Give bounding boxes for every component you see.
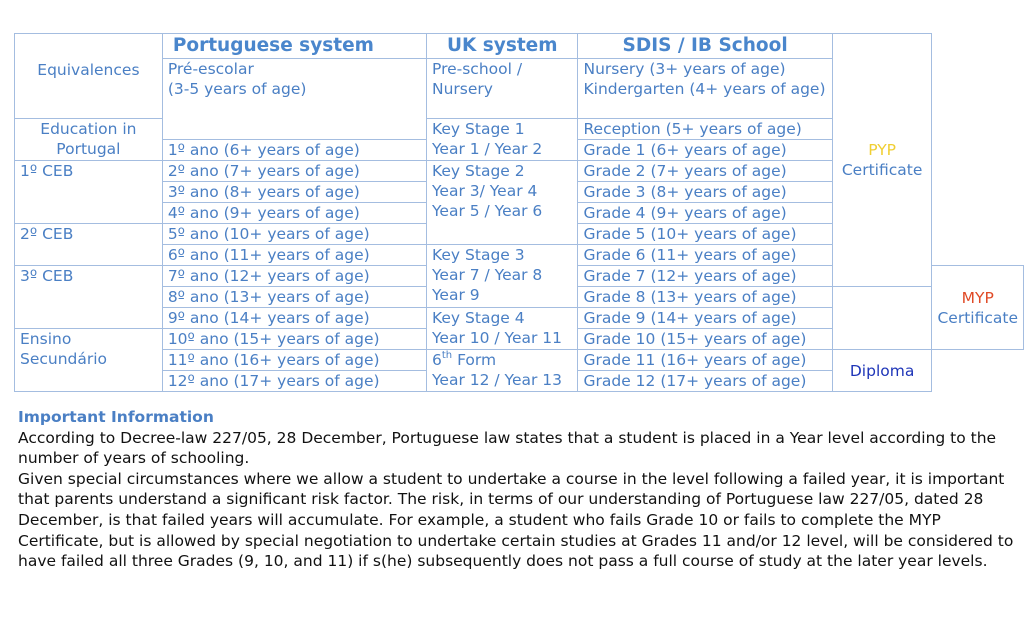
portuguese-preschool-cell — [162, 59, 426, 140]
sdis-reception: Reception (5+ years of age) — [578, 119, 832, 140]
uk-nursery: Nursery — [432, 80, 493, 98]
ceb3-cell — [15, 266, 163, 329]
header-portuguese-system: Portuguese system — [162, 34, 426, 59]
uk-key-stage-4: Key Stage 4 — [432, 309, 525, 327]
myp-certificate-label: Certificate — [937, 308, 1018, 327]
sdis-grade-row: Grade 2 (7+ years of age) — [578, 161, 832, 182]
diploma-cell — [832, 350, 932, 392]
sdis-nursery-cell — [578, 59, 832, 119]
uk-key-stage-3-years-b: Year 9 — [432, 286, 480, 304]
portuguese-row: 1º ano (6+ years of age) — [162, 140, 426, 161]
myp-certificate-cell — [932, 266, 1024, 350]
sdis-grade-row: Grade 12 (17+ years of age) — [578, 371, 832, 392]
sdis-grade-row: Grade 4 (9+ years of age) — [578, 203, 832, 224]
uk-key-stage-3-years-a: Year 7 / Year 8 — [432, 266, 543, 284]
uk-key-stage-3-cell — [427, 245, 578, 308]
portuguese-row: 4º ano (9+ years of age) — [162, 203, 426, 224]
pyp-certificate-cell — [832, 34, 932, 287]
uk-key-stage-4-cell — [427, 308, 578, 350]
portuguese-row: 10º ano (15+ years of age) — [162, 329, 426, 350]
sixth-form-word: Form — [452, 351, 497, 369]
sdis-grade-row: Grade 11 (16+ years of age) — [578, 350, 832, 371]
uk-key-stage-2-years-b: Year 5 / Year 6 — [432, 202, 543, 220]
important-information-title: Important Information — [18, 408, 214, 426]
uk-key-stage-1-cell — [427, 119, 578, 161]
sixth-number: 6 — [432, 351, 442, 369]
portuguese-row: 11º ano (16+ years of age) — [162, 350, 426, 371]
equivalences-cell — [15, 34, 163, 119]
sdis-grade-row: Grade 9 (14+ years of age) — [578, 308, 832, 329]
uk-key-stage-1-years: Year 1 / Year 2 — [432, 140, 543, 158]
portuguese-row: 9º ano (14+ years of age) — [162, 308, 426, 329]
header-sdis-ib-school: SDIS / IB School — [578, 34, 832, 59]
sdis-kindergarten: Kindergarten (4+ years of age) — [583, 80, 826, 98]
sdis-grade-row: Grade 1 (6+ years of age) — [578, 140, 832, 161]
uk-key-stage-2: Key Stage 2 — [432, 162, 525, 180]
sdis-grade-row: Grade 6 (11+ years of age) — [578, 245, 832, 266]
portuguese-row: 12º ano (17+ years of age) — [162, 371, 426, 392]
portuguese-row: 6º ano (11+ years of age) — [162, 245, 426, 266]
uk-key-stage-3: Key Stage 3 — [432, 246, 525, 264]
uk-key-stage-2-years-a: Year 3/ Year 4 — [432, 182, 538, 200]
uk-preschool: Pre-school / — [432, 60, 523, 78]
info-paragraph-decree: According to Decree-law 227/05, 28 December, Portuguese law states that a student is placed in a Year level according to the number of years of schooling. — [18, 428, 997, 468]
sdis-grade-row: Grade 10 (15+ years of age) — [578, 329, 832, 350]
portuguese-preschool-age: (3-5 years of age) — [167, 80, 307, 98]
info-paragraph-risk: Given special circumstances where we allow a student to undertake a course in the level following a failed year, it is important that parents understand a significant risk factor. The risk, in terms of our understanding of Portuguese law 227/05, dated 28 December, is that failed years will accumulate. For example, a student who fails Grade 10 or fails to complete the MYP Certificate, but is allowed by special negotiation to undertake certain studies at Grades 11 and/or 12 level, will be considered to have failed all three Grades (9, 10, and 11) if s(he) subsequently does not pass a full course of study at the later year levels. — [18, 469, 1014, 571]
pyp-certificate-label: Certificate — [841, 161, 923, 179]
ceb1-cell — [15, 161, 163, 224]
sdis-grade-row: Grade 3 (8+ years of age) — [578, 182, 832, 203]
portuguese-row: 2º ano (7+ years of age) — [162, 161, 426, 182]
ceb2-cell — [15, 224, 163, 266]
myp-label: MYP — [961, 288, 994, 307]
uk-sixth-form — [432, 350, 572, 370]
pyp-label: PYP — [868, 141, 897, 159]
sdis-grade-row: Grade 5 (10+ years of age) — [578, 224, 832, 245]
sdis-grade-row: Grade 8 (13+ years of age) — [578, 287, 832, 308]
portuguese-row: 7º ano (12+ years of age) — [162, 266, 426, 287]
header-uk-system: UK system — [427, 34, 578, 59]
portuguese-row: 8º ano (13+ years of age) — [162, 287, 426, 308]
uk-sixth-form-years: Year 12 / Year 13 — [432, 371, 563, 389]
ceb2-label: 2º CEB — [20, 225, 74, 243]
portuguese-row: 5º ano (10+ years of age) — [162, 224, 426, 245]
sixth-superscript: th — [441, 350, 453, 361]
ceb1-label: 1º CEB — [20, 162, 74, 180]
ensino-secundario-cell — [15, 329, 163, 392]
sdis-grade-row: Grade 7 (12+ years of age) — [578, 266, 832, 287]
uk-key-stage-2-cell — [427, 161, 578, 245]
portuguese-preschool: Pré-escolar — [167, 60, 254, 78]
uk-key-stage-1: Key Stage 1 — [432, 120, 525, 138]
ceb3-label: 3º CEB — [20, 267, 74, 285]
equivalences-label: Equivalences — [37, 61, 140, 79]
uk-key-stage-4-years: Year 10 / Year 11 — [432, 329, 563, 347]
diploma-label: Diploma — [849, 361, 915, 380]
uk-preschool-cell — [427, 59, 578, 119]
important-information-section — [18, 407, 1014, 572]
portuguese-row: 3º ano (8+ years of age) — [162, 182, 426, 203]
education-in-portugal-label: Education in Portugal — [40, 120, 137, 158]
uk-sixth-form-cell — [427, 350, 578, 392]
sdis-nursery: Nursery (3+ years of age) — [583, 60, 786, 78]
equivalence-table — [14, 33, 1024, 392]
ensino-secundario-label: Ensino Secundário — [20, 330, 108, 368]
education-in-portugal-cell — [15, 119, 163, 161]
